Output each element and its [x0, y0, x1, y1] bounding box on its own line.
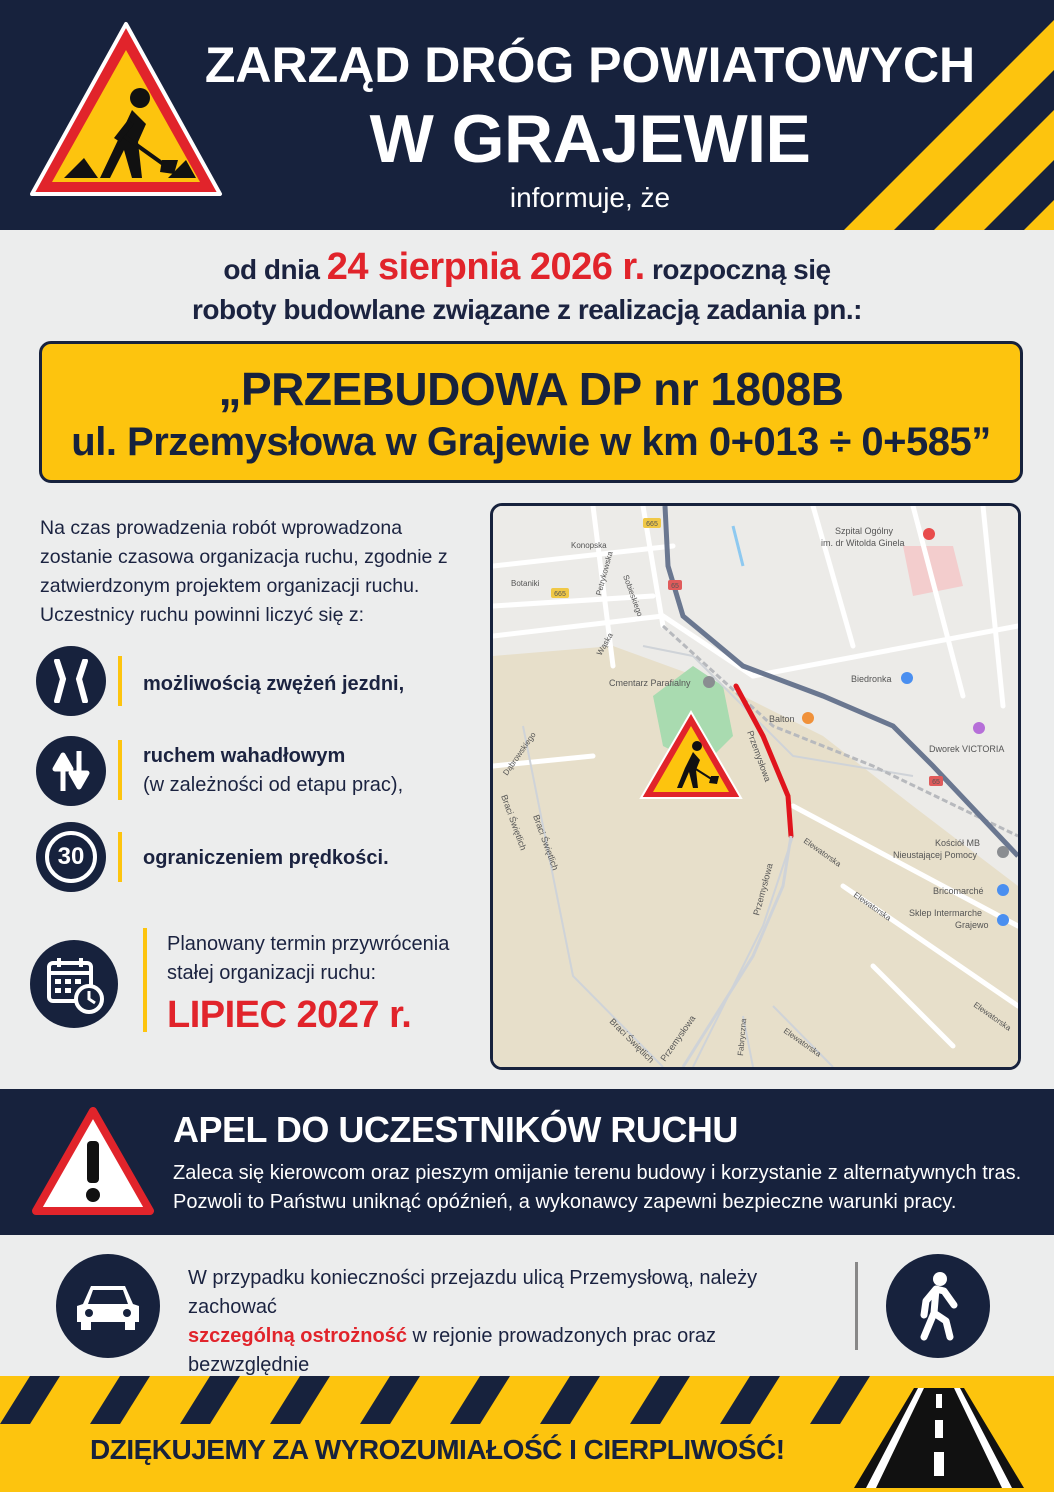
- map-label-intermarche1: Sklep Intermarche: [909, 908, 983, 918]
- header-title-line2: W GRAJEWIE: [369, 101, 811, 177]
- thank-you-message: DZIĘKUJEMY ZA WYROZUMIAŁOŚĆ I CIERPLIWOŚĆ!: [90, 1434, 785, 1465]
- restore-date: LIPIEC 2027 r.: [167, 994, 412, 1036]
- appeal-title: APEL DO UCZESTNIKÓW RUCHU: [173, 1109, 738, 1150]
- map-label-szpital2: im. dr Witolda Ginela: [821, 538, 905, 548]
- map-label-braci2: Braci Świętlich: [531, 813, 561, 872]
- restore-label-line1: Planowany termin przywrócenia: [167, 933, 450, 955]
- location-map[interactable]: [490, 503, 1021, 1070]
- item-divider: [118, 832, 122, 882]
- start-date: 24 sierpnia 2026 r.: [326, 246, 645, 288]
- map-label-bricomarche: Bricomarché: [933, 886, 984, 896]
- map-route-665b: 665: [554, 591, 566, 598]
- header-title-line1: ZARZĄD DRÓG POWIATOWYCH: [204, 37, 976, 93]
- task-name-box: [39, 341, 1023, 483]
- map-label-braci1: Braci Świętlich: [499, 793, 529, 852]
- map-label-elewatorska2: Elewatorska: [851, 890, 893, 923]
- map-route-665a: 665: [646, 521, 658, 528]
- restore-label: [167, 930, 467, 988]
- map-label-cmentarz: Cmentarz Parafialny: [609, 678, 691, 688]
- map-label-fabryczna: Fabryczna: [736, 1018, 749, 1057]
- two-way-traffic-icon: [36, 736, 106, 806]
- map-label-przemyslowa3: Przemysłowa: [658, 1013, 698, 1064]
- appeal-line1: Zaleca się kierowcom oraz pieszym omijanie terenu budowy i korzystanie z alternatywnych tras.: [173, 1162, 1022, 1184]
- map-label-intermarche2: Grajewo: [955, 920, 989, 930]
- appeal-text: [173, 1159, 1033, 1217]
- map-route-65b: 65: [932, 779, 940, 786]
- drive-line1: W przypadku konieczności przejazdu ulicą Przemysłową, należy zachować: [188, 1267, 758, 1318]
- car-icon: [56, 1254, 160, 1358]
- map-label-dabrowskiego: Dąbrowskiego: [501, 730, 538, 778]
- map-label-konopska: Konopska: [571, 541, 607, 550]
- intro-suffix: rozpoczną się: [651, 254, 831, 285]
- intro-line2: roboty budowlane związane z realizacją zadania pn.:: [192, 294, 862, 325]
- item-alternating-subtext: (w zależności od etapu prac),: [143, 774, 404, 796]
- item-divider: [118, 656, 122, 706]
- appeal-line2: Pozwoli to Państwu uniknąć opóźnień, a wykonawcy zapewni bezpieczne warunki pracy.: [173, 1191, 957, 1213]
- map-route-65a: 65: [671, 583, 679, 590]
- map-label-przemyslowa: Przemysłowa: [745, 729, 773, 783]
- traffic-description: Na czas prowadzenia robót wprowadzona zostanie czasowa organizacja ruchu, zgodnie z zatwierdzonym projektem organizacji ruchu. Uczestnicy ruchu powinni liczyć się z:: [40, 517, 448, 626]
- intro-prefix: od dnia: [223, 254, 320, 285]
- item-divider: [118, 740, 122, 800]
- header-subtitle: informuje, że: [509, 182, 671, 213]
- warning-exclamation-icon: [32, 1107, 154, 1217]
- header-banner: [0, 0, 1054, 230]
- item-narrowing-text: możliwością zwężeń jezdni,: [143, 673, 405, 695]
- map-label-botaniki: Botaniki: [511, 579, 540, 588]
- map-label-braci3: Braci Świętlich: [607, 1016, 657, 1065]
- drive-part2: w rejonie prowadzonych prac oraz bezwzględnie: [188, 1325, 716, 1376]
- map-label-biedronka: Biedronka: [851, 674, 892, 684]
- drive-divider: [855, 1262, 858, 1350]
- task-title-line1: „PRZEBUDOWA DP nr 1808B: [218, 363, 844, 415]
- road-narrowing-icon: [36, 646, 106, 716]
- map-label-szpital1: Szpital Ogólny: [835, 526, 894, 536]
- appeal-banner: [0, 1089, 1054, 1235]
- map-label-balton: Balton: [769, 714, 795, 724]
- road-icon: [854, 1388, 1024, 1488]
- map-label-elewatorska4: Elewatorska: [781, 1026, 823, 1059]
- task-title-line2: ul. Przemysłowa w Grajewie w km 0+013 ÷ 0+585”: [71, 420, 991, 464]
- map-label-kosciol2: Nieustającej Pomocy: [893, 850, 978, 860]
- footer-banner: [0, 1376, 1054, 1492]
- speed-limit-value: 30: [45, 831, 97, 883]
- map-label-kosciol1: Kościół MB: [935, 838, 981, 848]
- map-label-sobieskiego: Sobieskiego: [621, 573, 645, 618]
- speed-limit-icon: [36, 822, 106, 892]
- restore-divider: [143, 928, 147, 1032]
- intro-line1: [0, 246, 1054, 289]
- restore-label-line2: stałej organizacji ruchu:: [167, 962, 376, 984]
- map-label-przemyslowa2: Przemysłowa: [751, 862, 775, 917]
- item-speed-text: ograniczeniem prędkości.: [143, 847, 389, 869]
- pedestrian-icon: [886, 1254, 990, 1358]
- map-label-dworek: Dworek VICTORIA: [929, 744, 1005, 754]
- drive-line2: [188, 1322, 828, 1380]
- map-label-petrykowska: Petrykowska: [594, 550, 615, 597]
- drive-highlight: szczególną ostrożność: [188, 1325, 407, 1347]
- item-alternating-text: ruchem wahadłowym: [143, 745, 346, 767]
- calendar-clock-icon: [30, 940, 118, 1028]
- map-label-waska: Wąska: [594, 631, 615, 657]
- map-label-elewatorska1: Elewatorska: [801, 836, 843, 869]
- map-label-elewatorska3: Elewatorska: [971, 1000, 1013, 1033]
